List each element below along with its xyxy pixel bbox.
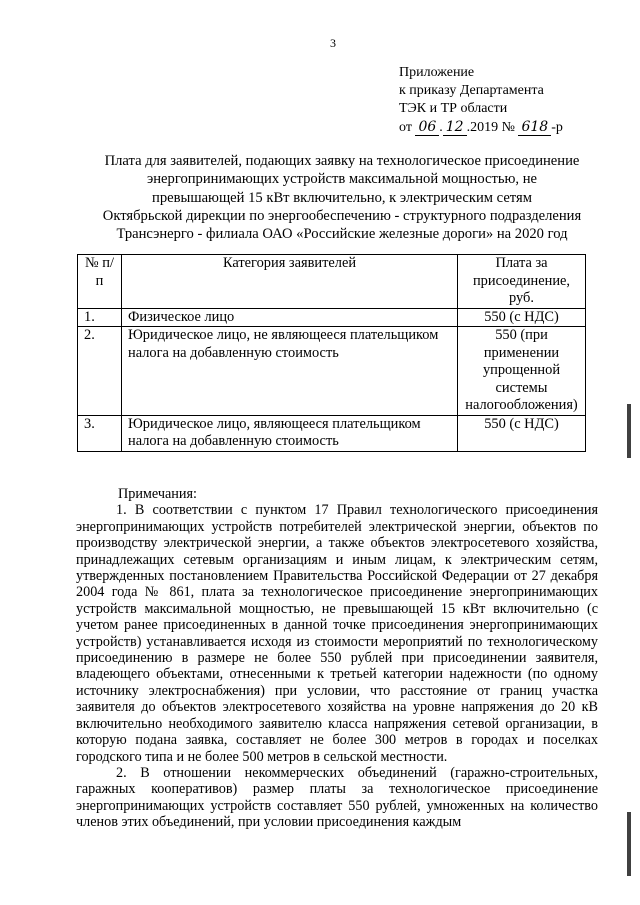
appendix-line-2: к приказу Департамента <box>399 83 544 98</box>
handwritten-order-number: 618 <box>518 119 551 136</box>
row-fee: 550 (при применении упрощенной системы налогообложения) <box>458 327 586 416</box>
title-line: превышающей 15 кВт включительно, к электрическим сетям <box>152 189 532 206</box>
document-title <box>72 152 612 243</box>
row-number: 2. <box>78 327 122 416</box>
table-header-row <box>78 255 586 309</box>
order-date-line: от 06 . 12 .2019 № 618 -р <box>399 119 563 135</box>
appendix-line-3: ТЭК и ТР области <box>399 101 508 116</box>
row-fee: 550 (с НДС) <box>458 308 586 327</box>
title-line: энергопринимающих устройств максимальной мощностью, не <box>146 171 538 188</box>
date-year: .2019 № <box>466 120 515 135</box>
title-line: Плата для заявителей, подающих заявку на технологическое присоединение <box>104 153 580 169</box>
handwritten-month: 12 <box>443 119 467 136</box>
appendix-block <box>399 64 563 137</box>
scan-edge-mark <box>627 812 631 876</box>
note-paragraph-2: 2. В отношении некоммерческих объединений (гаражно-строительных, гаражных кооперативов) размер платы за технологическое присоединение энергопринимающих устройств составляет 550 рублей, умноженных на количество членов этих объединений, при условии присоединения каждым <box>76 764 598 831</box>
row-fee: 550 (с НДС) <box>458 415 586 451</box>
fee-table <box>77 254 586 452</box>
row-category: Юридическое лицо, не являющееся плательщиком налога на добавленную стоимость <box>122 327 458 416</box>
date-prefix: от <box>399 120 412 135</box>
row-number: 3. <box>78 415 122 451</box>
notes-section <box>76 486 598 831</box>
scan-edge-mark <box>627 404 631 458</box>
header-fee: Плата за присоединение, руб. <box>458 255 586 309</box>
row-category: Юридическое лицо, являющееся плательщиком налога на добавленную стоимость <box>122 415 458 451</box>
page-number: 3 <box>330 36 336 50</box>
handwritten-day: 06 <box>415 119 439 136</box>
order-suffix: -р <box>551 120 563 135</box>
note-paragraph-1: 1. В соответствии с пунктом 17 Правил технологического присоединения энергопринимающих устройств потребителей электрической энергии, объектов по производству электрической энергии, а также объектов электросетевого хозяйства, принадлежащих сетевым организациям и иным лицам, к электрическим сетям, утвержденных постановлением Правительства Российской Федерации от 27 декабря 2004 года № 861, плата за технологическое присоединение энергопринимающих устройств максимальной мощностью, не превышающей 15 кВт включительно (с учетом ранее присоединенных в данной точке присоединения энергопринимающих устройств) устанавливается исходя из стоимости мероприятий по технологическому присоединению в размере не более 550 рублей при присоединении заявителя, владеющего объектами, отнесенными к третьей категории надежности (по одному источнику электроснабжения) при условии, что расстояние от границ участка заявителя до объектов электросетевого хозяйства на уровне напряжения до 20 кВ включительно необходимого заявителю класса напряжения сетевой организации, в которую подана заявка, составляет не более 300 метров в городах и поселках городского типа и не более 500 метров в сельской местности. <box>76 502 598 765</box>
table-row <box>78 415 586 451</box>
appendix-line-1: Приложение <box>399 65 475 80</box>
title-line: Трансэнерго - филиала ОАО «Российские железные дороги» на 2020 год <box>116 226 568 243</box>
table-row <box>78 308 586 327</box>
notes-heading: Примечания: <box>118 486 197 502</box>
row-category: Физическое лицо <box>122 308 458 327</box>
header-category: Категория заявителей <box>122 255 458 309</box>
table-row <box>78 327 586 416</box>
row-number: 1. <box>78 308 122 327</box>
header-number: № п/п <box>78 255 122 309</box>
title-line: Октябрьской дирекции по энергообеспечению - структурного подразделения <box>102 207 582 224</box>
